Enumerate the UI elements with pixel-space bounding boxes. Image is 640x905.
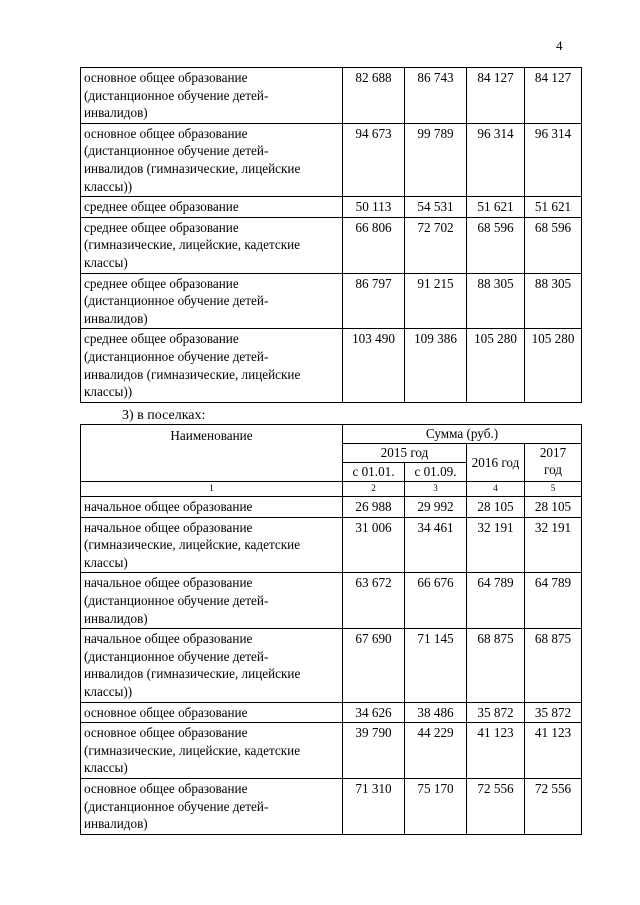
row-name-line: классы)) <box>84 178 133 194</box>
header-year-2016: 2016 год <box>467 444 525 482</box>
value-cell: 105 280 <box>525 329 582 402</box>
row-name <box>81 517 343 573</box>
value-cell: 72 556 <box>525 778 582 834</box>
row-name-line: инвалидов) <box>84 310 148 326</box>
row-name-line: основное общее образование <box>84 125 248 141</box>
value-cell: 88 305 <box>525 273 582 329</box>
row-name-line: основное общее образование <box>84 70 248 85</box>
value-cell: 68 875 <box>525 629 582 702</box>
row-name-line: (дистанционное обучение детей- <box>84 293 269 309</box>
row-name <box>81 329 343 402</box>
row-name-line: (дистанционное обучение детей- <box>84 87 269 103</box>
row-name-line: классы) <box>84 554 128 570</box>
row-name-line: основное общее образование <box>84 725 248 741</box>
table-row <box>81 723 582 779</box>
table-row <box>81 329 582 402</box>
row-name-line: классы)) <box>84 683 133 699</box>
row-name-line: инвалидов (гимназические, лицейские <box>84 366 301 382</box>
row-name-line: (гимназические, лицейские, кадетские <box>84 237 301 253</box>
value-cell: 34 461 <box>405 517 467 573</box>
row-name-line: среднее общее образование <box>84 331 239 347</box>
value-cell: 71 145 <box>405 629 467 702</box>
value-cell: 82 688 <box>343 68 405 124</box>
value-cell: 64 789 <box>467 573 525 629</box>
value-cell: 32 191 <box>467 517 525 573</box>
table-row <box>81 497 582 518</box>
value-cell: 71 310 <box>343 778 405 834</box>
table-row <box>81 629 582 702</box>
row-name-line: (дистанционное обучение детей- <box>84 348 269 364</box>
table-row <box>81 273 582 329</box>
row-name-line: инвалидов (гимназические, лицейские <box>84 666 301 682</box>
value-cell: 41 123 <box>467 723 525 779</box>
value-cell: 28 105 <box>525 497 582 518</box>
row-name <box>81 68 343 124</box>
row-name-line: среднее общее образование <box>84 219 239 235</box>
value-cell: 38 486 <box>405 702 467 723</box>
value-cell: 91 215 <box>405 273 467 329</box>
table-row <box>81 573 582 629</box>
row-name-line: начальное общее образование <box>84 499 253 514</box>
table-row <box>81 702 582 723</box>
value-cell: 68 596 <box>525 217 582 273</box>
value-cell: 44 229 <box>405 723 467 779</box>
row-name-line: классы) <box>84 760 128 776</box>
value-cell: 50 113 <box>343 197 405 218</box>
header-sum: Сумма (руб.) <box>343 425 582 444</box>
value-cell: 54 531 <box>405 197 467 218</box>
value-cell: 105 280 <box>467 329 525 402</box>
value-cell: 67 690 <box>343 629 405 702</box>
value-cell: 26 988 <box>343 497 405 518</box>
row-name-line: среднее общее образование <box>84 199 239 215</box>
header-year-2015: 2015 год <box>343 444 467 463</box>
row-name-line: (гимназические, лицейские, кадетские <box>84 537 301 553</box>
row-name-line: начальное общее образование <box>84 519 253 535</box>
value-cell: 96 314 <box>525 123 582 196</box>
header-year-2017 <box>525 444 582 482</box>
column-number: 5 <box>525 482 582 497</box>
column-number: 4 <box>467 482 525 497</box>
value-cell: 64 789 <box>525 573 582 629</box>
row-name <box>81 123 343 196</box>
row-name-line: (дистанционное обучение детей- <box>84 648 269 664</box>
column-number: 1 <box>81 482 343 497</box>
value-cell: 103 490 <box>343 329 405 402</box>
value-cell: 88 305 <box>467 273 525 329</box>
row-name-line: начальное общее образование <box>84 575 253 591</box>
column-number: 3 <box>405 482 467 497</box>
header-year-2017-line1: 2017 <box>539 445 567 460</box>
value-cell: 41 123 <box>525 723 582 779</box>
value-cell: 51 621 <box>467 197 525 218</box>
value-cell: 32 191 <box>525 517 582 573</box>
value-cell: 66 676 <box>405 573 467 629</box>
value-cell: 96 314 <box>467 123 525 196</box>
value-cell: 109 386 <box>405 329 467 402</box>
row-name <box>81 629 343 702</box>
row-name-line: основное общее образование <box>84 704 248 720</box>
value-cell: 31 006 <box>343 517 405 573</box>
value-cell: 35 872 <box>525 702 582 723</box>
row-name-line: инвалидов (гимназические, лицейские <box>84 160 301 176</box>
row-name-line: (дистанционное обучение детей- <box>84 592 269 608</box>
row-name <box>81 778 343 834</box>
row-name <box>81 273 343 329</box>
tuition-table-settlements <box>80 424 582 835</box>
page-number: 4 <box>556 38 563 53</box>
table-row <box>81 778 582 834</box>
column-number-row <box>81 482 582 497</box>
section-label-settlements: 3) в поселках: <box>122 408 206 423</box>
row-name <box>81 217 343 273</box>
header-from-0109: с 01.09. <box>405 463 467 482</box>
value-cell: 68 596 <box>467 217 525 273</box>
row-name-line: классы)) <box>84 384 133 400</box>
row-name <box>81 723 343 779</box>
header-from-0101: с 01.01. <box>343 463 405 482</box>
row-name <box>81 573 343 629</box>
tuition-table-continued <box>80 67 582 403</box>
value-cell: 72 702 <box>405 217 467 273</box>
value-cell: 68 875 <box>467 629 525 702</box>
table-row <box>81 123 582 196</box>
value-cell: 34 626 <box>343 702 405 723</box>
row-name-line: классы) <box>84 254 128 270</box>
table-row <box>81 197 582 218</box>
row-name-line: (дистанционное обучение детей- <box>84 143 269 159</box>
value-cell: 63 672 <box>343 573 405 629</box>
header-year-2017-line2: год <box>543 462 562 477</box>
row-name-line: основное общее образование <box>84 780 248 796</box>
row-name-line: инвалидов) <box>84 816 148 832</box>
row-name <box>81 702 343 723</box>
row-name <box>81 197 343 218</box>
row-name-line: (гимназические, лицейские, кадетские <box>84 742 301 758</box>
value-cell: 99 789 <box>405 123 467 196</box>
value-cell: 86 797 <box>343 273 405 329</box>
value-cell: 66 806 <box>343 217 405 273</box>
column-number: 2 <box>343 482 405 497</box>
value-cell: 28 105 <box>467 497 525 518</box>
table-row <box>81 217 582 273</box>
value-cell: 29 992 <box>405 497 467 518</box>
value-cell: 51 621 <box>525 197 582 218</box>
row-name <box>81 497 343 518</box>
row-name-line: (дистанционное обучение детей- <box>84 798 269 814</box>
value-cell: 86 743 <box>405 68 467 124</box>
row-name-line: инвалидов) <box>84 610 148 626</box>
value-cell: 35 872 <box>467 702 525 723</box>
value-cell: 94 673 <box>343 123 405 196</box>
value-cell: 84 127 <box>525 68 582 124</box>
value-cell: 84 127 <box>467 68 525 124</box>
header-name: Наименование <box>81 425 343 482</box>
value-cell: 75 170 <box>405 778 467 834</box>
value-cell: 72 556 <box>467 778 525 834</box>
table-row <box>81 517 582 573</box>
row-name-line: начальное общее образование <box>84 631 253 647</box>
row-name-line: среднее общее образование <box>84 275 239 291</box>
row-name-line: инвалидов) <box>84 105 148 121</box>
value-cell: 39 790 <box>343 723 405 779</box>
table-row <box>81 68 582 124</box>
